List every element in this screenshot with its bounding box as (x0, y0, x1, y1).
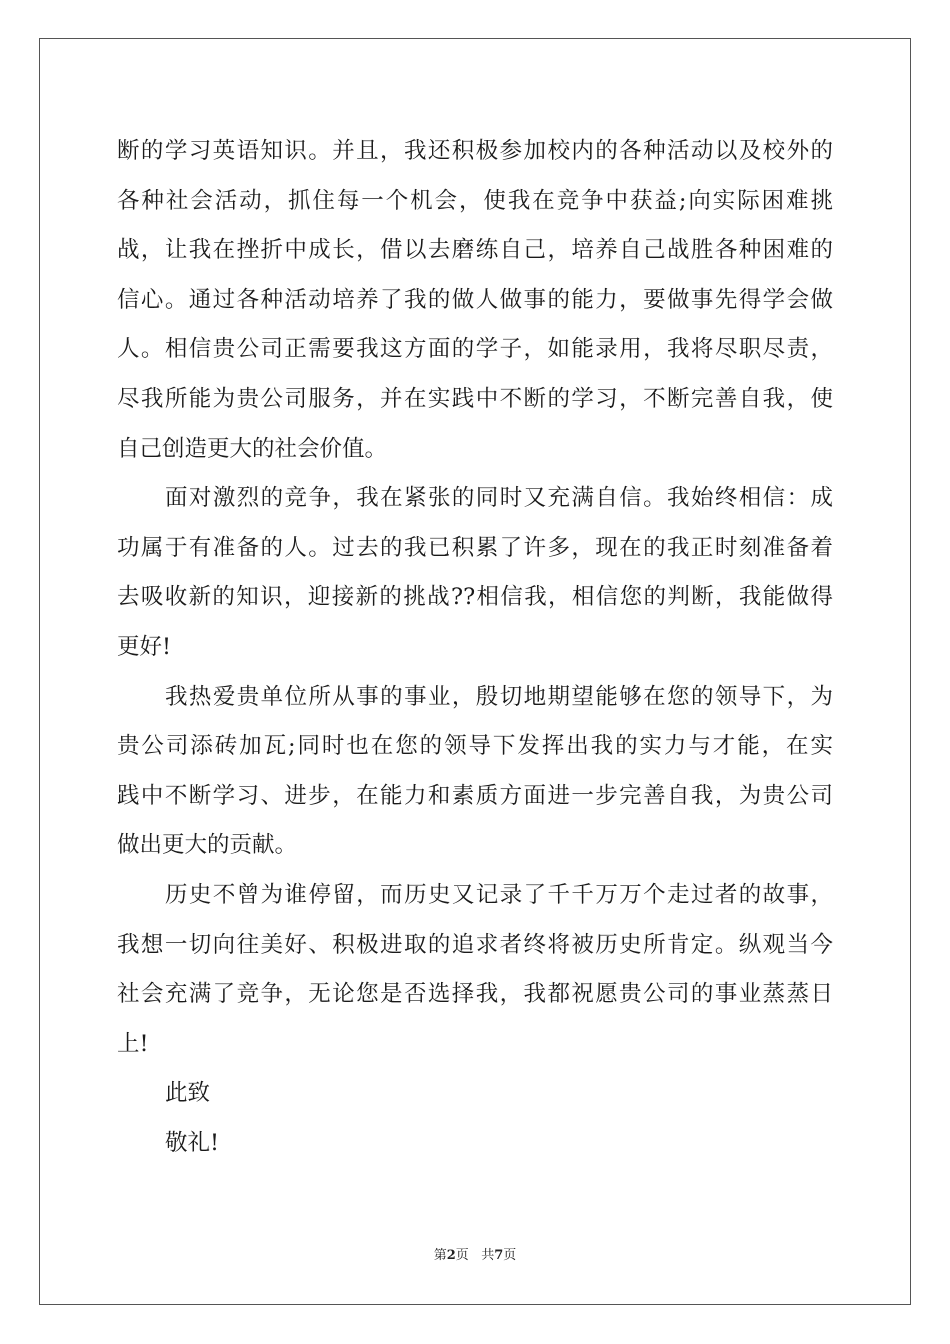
text-line: 人。相信贵公司正需要我这方面的学子，如能录用，我将尽职尽责， (117, 336, 833, 363)
total-suffix: 页 (503, 1248, 517, 1263)
page-suffix: 页 (455, 1248, 469, 1263)
text-line: 践中不断学习、进步，在能力和素质方面进一步完善自我，为贵公司 (117, 782, 833, 809)
text-line: 去吸收新的知识，迎接新的挑战??相信我，相信您的判断，我能做得 (117, 584, 833, 611)
text-line: 各种社会活动，抓住每一个机会，使我在竞争中获益;向实际困难挑 (117, 187, 833, 214)
text-line: 贵公司添砖加瓦;同时也在您的领导下发挥出我的实力与才能，在实 (117, 733, 833, 760)
text-line: 更好! (117, 633, 172, 660)
text-line: 面对激烈的竞争，我在紧张的同时又充满自信。我始终相信：成 (165, 485, 833, 512)
text-line: 社会充满了竞争，无论您是否选择我，我都祝愿贵公司的事业蒸蒸日 (117, 981, 833, 1008)
text-line: 自己创造更大的社会价值。 (117, 435, 388, 462)
total-prefix: 共 (481, 1248, 495, 1263)
total-pages: 7 (494, 1248, 504, 1263)
text-line: 尽我所能为贵公司服务，并在实践中不断的学习，不断完善自我，使 (117, 385, 833, 412)
text-line: 功属于有准备的人。过去的我已积累了许多，现在的我正时刻准备着 (117, 534, 833, 561)
text-line: 断的学习英语知识。并且，我还积极参加校内的各种活动以及校外的 (117, 138, 833, 164)
page-prefix: 第 (433, 1248, 447, 1263)
text-line: 历史不曾为谁停留，而历史又记录了千千万万个走过者的故事， (165, 881, 833, 908)
text-line: 我热爱贵单位所从事的事业，殷切地期望能够在您的领导下，为 (165, 683, 833, 710)
page-number: 2 (446, 1248, 456, 1263)
text-line: 此致 (165, 1080, 211, 1107)
text-line: 信心。通过各种活动培养了我的做人做事的能力，要做事先得学会做 (117, 286, 833, 313)
text-line: 我想一切向往美好、积极进取的追求者终将被历史所肯定。纵观当今 (117, 931, 833, 958)
page-footer (0, 1244, 950, 1263)
paragraph (117, 1119, 833, 1169)
text-line: 上! (117, 1030, 149, 1057)
text-line: 敬礼! (165, 1129, 220, 1156)
paragraph (117, 127, 833, 474)
paragraph (117, 673, 833, 871)
paragraph (117, 1069, 833, 1119)
text-line: 做出更大的贡献。 (117, 832, 298, 859)
paragraph (117, 474, 833, 672)
document-body (117, 127, 833, 1168)
paragraph (117, 871, 833, 1069)
text-line: 战，让我在挫折中成长，借以去磨练自己，培养自己战胜各种困难的 (117, 237, 833, 264)
